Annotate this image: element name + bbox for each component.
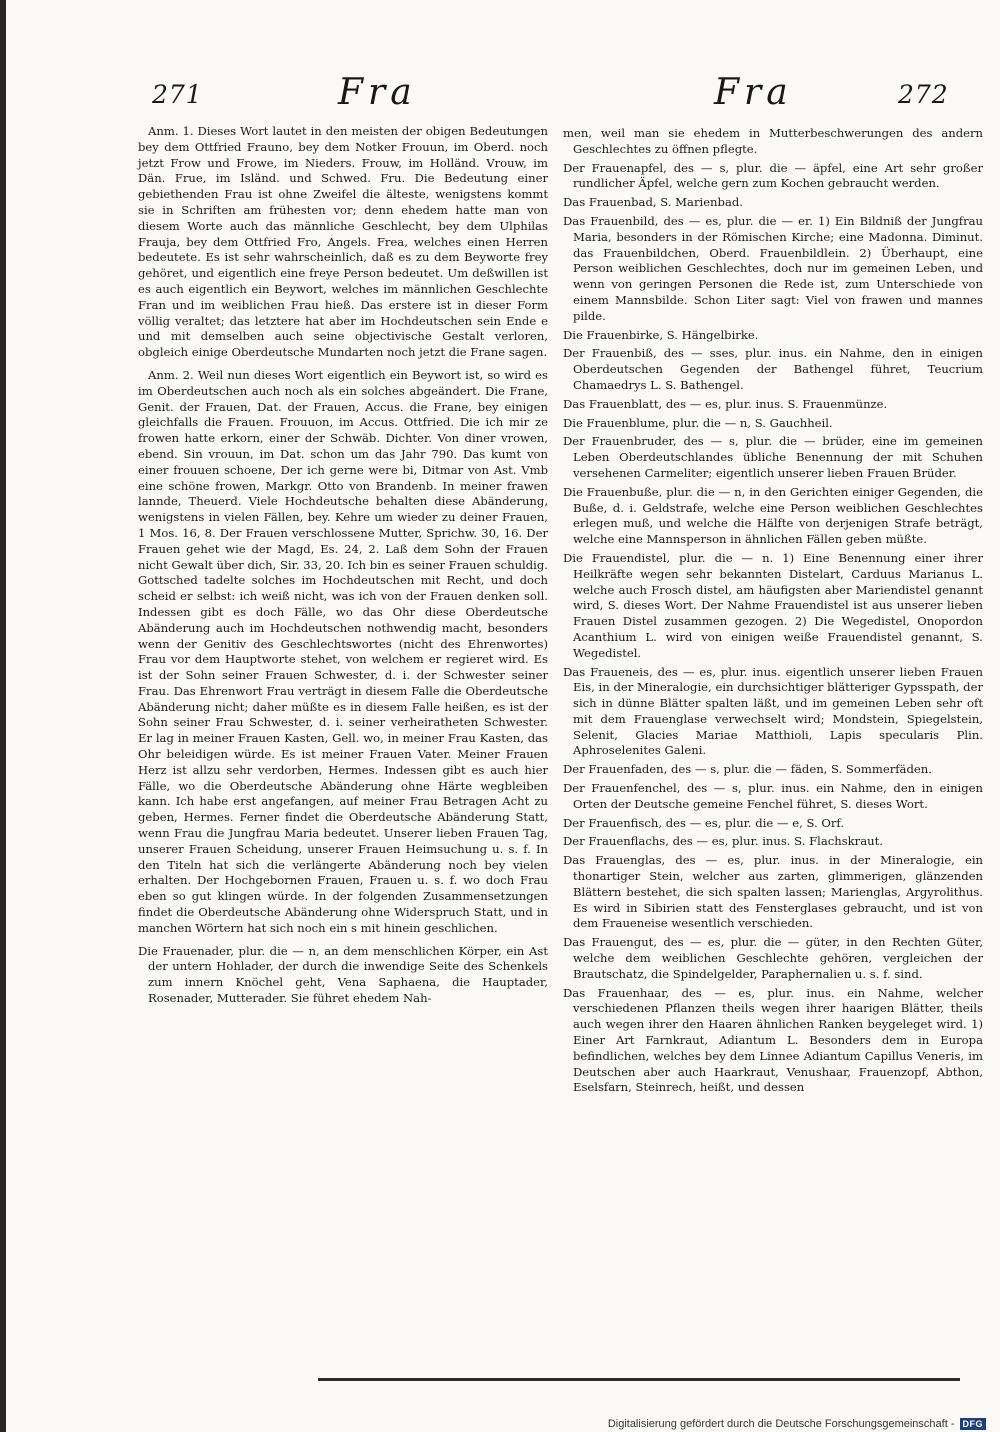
note-paragraph: Anm. 2. Weil nun dieses Wort eigentlich ein Beywort ist, so wird es im Oberdeutschen auch noch als ein solches abgeändert. Die Frane, Genit. der Frauen, Dat. der Frauen, Accus. die Frane, bey einigen gleichfalls die Frauen. Frouuon, im Accus. Ottfried. Die ich mir ze frowen hatte erkorn, einer der Schwäb. Dichter. Von diner vrowen, ebend. Sin vrouun, im Dat. schon um das Jahr 790. Das kumt von einer frouuen schoene, Der ich gerne were bi, Ditmar von Ast. Vmb eine schöne frowen, Markgr. Otto von Brandenb. In meiner frawen lannde, Theuerd. Viele Hochdeutsche behalten diese Abänderung, wenigstens in vielen Fällen, bey. Kehre um wieder zu deiner Frauen, 1 Mos. 16, 8. Der Frauen verschlossene Mutter, Sprichw. 30, 16. Der Frauen gehet wie der Magd, Es. 24, 2. Laß dem Sohn der Frauen nicht Gewalt über dich, Sir. 33, 20. Ich bin es seiner Frauen schuldig. Gottsched tadelte solches im Hochdeutschen mit Recht, und doch scheid er selbst: ich weiß nicht, was ich von der Frauen denken soll. Indessen gibt es doch Fälle, wo das Ohr diese Oberdeutsche Abänderung auch im Hochdeutschen nothwendig macht, besonders wenn der Genitiv des Geschlechtswortes (nicht des Ehrenwortes) Frau vor dem Hauptworte stehet, von welchem er regieret wird. Es ist der Sohn seiner Frauen Schwester, d. i. der Schwester seiner Frau. Das Ehrenwort Frau verträgt in diesem Falle die Oberdeutsche Abänderung nicht; daher müßte es in diesem Falle heißen, es ist der Sohn seiner Frau Schwester, d. i. seiner verheiratheten Schwester. Er lag in meiner Frauen Kasten, Gell. wo, in meiner Frau Kasten, das Ohr beleidigen würde. Es ist meiner Frauen Vater. Meiner Frauen Herz ist allzu sehr verdorben, Hermes. Indessen gibt es auch hier Fälle, wo die Oberdeutsche Abänderung ohne Härte wegbleiben kann. Ich habe erst angefangen, auf meiner Frau Betragen Acht zu geben, Hermes. Ferner findet die Oberdeutsche Abänderung Statt, wenn Frau die Jungfrau Maria bedeutet. Unserer lieben Frauen Tag, unserer Frauen Scheidung, unserer Frauen Heimsuchung u. s. f. In den Titeln hat sich die verlängerte Abänderung noch bey vielen erhalten. Der Hochgebornen Frauen, Frauen u. s. f. wo doch Frau eben so gut klingen würde. In der folgenden Zusammensetzungen findet die Oberdeutsche Abänderung ohne Widerspruch Statt, und in manchen Wörtern hat sich noch ein s mit hinein geschlichen. <box>138 367 548 935</box>
entry-continuation: men, weil man sie ehedem in Mutterbeschwerungen des andern Geschlechtes zu öffnen pflegte. <box>563 126 983 156</box>
dictionary-entry: Der Frauenfaden, des — s, plur. die — fäden, S. Sommerfäden. <box>563 762 932 777</box>
running-head-left: Fra <box>338 72 417 113</box>
dictionary-entry: Der Frauenfisch, des — es, plur. die — e, S. Orf. <box>563 815 845 830</box>
dictionary-entry: Der Frauenapfel, des — s, plur. die — äpfel, eine Art sehr großer rundlicher Äpfel, welche gern zum Kochen gebraucht werden. <box>563 160 983 191</box>
dictionary-entry: Das Frauenblatt, des — es, plur. inus. S. Frauenmünze. <box>563 396 888 411</box>
bottom-rule <box>318 1378 960 1381</box>
dictionary-entry: Die Frauendistel, plur. die — n. 1) Eine Benennung einer ihrer Heilkräfte wegen sehr bekannten Distelart, Carduus Marianus L. welche auch Frosch distel, am häufigsten aber Mariendistel genannt wird, S. dieses Wort. Der Nahme Frauendistel ist aus unserer lieben Frauen Distel zusammen gezogen. 2) Die Wegedistel, Onopordon Acanthium L. wird von einigen weiße Frauendistel genannt, S. Wegedistel. <box>563 550 983 660</box>
binding-edge <box>0 0 6 1432</box>
dictionary-entry: Das Frauengut, des — es, plur. die — güter, in den Rechten Güter, welche dem weiblichen Geschlechte gehören, vergleichen der Brautschatz, die Spindelgelder, Paraphernalien u. s. f. sind. <box>563 935 983 981</box>
dictionary-entry: Die Frauenblume, plur. die — n, S. Gauchheil. <box>563 415 833 430</box>
running-head-right: Fra <box>714 72 793 113</box>
digitization-footer <box>608 1416 986 1431</box>
dictionary-entry: Der Frauenbiß, des — sses, plur. inus. ein Nahme, den in einigen Oberdeutschen Gegenden der Bathengel führet, Teucrium Chamaedrys L. S. Bathengel. <box>563 346 983 392</box>
right-column <box>563 126 983 1099</box>
left-column <box>138 124 548 1010</box>
dfg-logo: DFG <box>960 1418 987 1430</box>
dictionary-entry: Das Frauenbad, S. Marienbad. <box>563 195 743 210</box>
page-number-right: 272 <box>898 80 949 109</box>
dictionary-entry: Die Frauenbirke, S. Hängelbirke. <box>563 327 759 342</box>
note-paragraph: Anm. 1. Dieses Wort lautet in den meisten der obigen Bedeutungen bey dem Ottfried Frauno, bey dem Notker Frouun, im Oberd. noch jetzt Frow und Frowe, im Nieders. Frouw, im Holländ. Vrouw, im Dän. Frue, im Isländ. und Schwed. Fru. Die Bedeutung einer gebiethenden Frau ist ohne Zweifel die älteste, wenigstens kommt sie in Schriften am frühesten vor; denn ehedem hatte man von diesem Worte auch das männliche Geschlecht, bey dem Ulphilas Frauja, bey dem Ottfried Fro, Angels. Frea, welches einen Herren bedeutete. Es ist sehr wahrscheinlich, daß es zu dem Beyworte frey gehöret, und eigentlich eine freye Person bedeutet. Um deßwillen ist es auch eigentlich ein Beywort, welches im männlichen Geschlechte Fran und im weiblichen Frau hieß. Das erstere ist in dieser Form völlig veraltet; das letztere hat aber im Hochdeutschen sein Ende e und mit demselben auch seine objectivische Gestalt verloren, obgleich einige Oberdeutsche Mundarten noch jetzt die Frane sagen. <box>138 124 548 360</box>
dictionary-entry: Der Frauenbruder, des — s, plur. die — brüder, eine im gemeinen Leben Oberdeutschlandes übliche Benennung der mit Schuhen versehenen Carmeliter; eigentlich unserer lieben Frauen Brüder. <box>563 434 983 480</box>
dictionary-entry: Der Frauenflachs, des — es, plur. inus. S. Flachskraut. <box>563 834 883 849</box>
dictionary-entry: Der Frauenfenchel, des — s, plur. inus. ein Nahme, den in einigen Orten der Deutsche gemeine Fenchel führet, S. dieses Wort. <box>563 781 983 811</box>
dictionary-entry: Die Frauenbuße, plur. die — n, in den Gerichten einiger Gegenden, die Buße, d. i. Geldstrafe, welche eine Person weiblichen Geschlechtes erlegen muß, und welche die Hälfte von derjenigen Strafe beträgt, welche eine Mannsperson in ähnlichen Fällen geben müßte. <box>563 484 983 547</box>
dictionary-entry: Das Frauenbild, des — es, plur. die — er. 1) Ein Bildniß der Jungfrau Maria, besonders in der Römischen Kirche; eine Madonna. Diminut. das Frauenbildchen, Oberd. Frauenbildlein. 2) Überhaupt, eine Person weiblichen Geschlechtes, doch nur im gemeinen Leben, und wenn von geringen Personen die Rede ist, zum Unterschiede von einem Mannsbilde. Schon Liter sagt: Viel von frawen und mannes pilde. <box>563 213 983 323</box>
dictionary-entry: Das Frauenhaar, des — es, plur. inus. ein Nahme, welcher verschiedenen Pflanzen theils wegen ihrer haarigen Blätter, theils auch wegen ihrer den Haaren ähnlichen Ranken beygeleget wird. 1) Einer Art Farnkraut, Adiantum L. Besonders dem in Europa befindlichen, welches bey dem Linnee Adiantum Capillus Veneris, im Deutschen aber auch Haarkraut, Venushaar, Frauenzopf, Abthon, Eselsfarn, Steinrech, heißt, und dessen <box>563 985 983 1095</box>
dictionary-entry: Die Frauenader, plur. die — n, an dem menschlichen Körper, ein Ast der untern Hohlader, der durch die inwendige Seite des Schenkels zum innern Knöchel geht, Vena Saphaena, die Hauptader, Rosenader, Mutterader. Sie führet ehedem Nah- <box>138 943 548 1006</box>
dictionary-entry: Das Frauenglas, des — es, plur. inus. in der Mineralogie, ein thonartiger Stein, welcher aus zarten, glimmerigen, glänzenden Blättern bestehet, die sich spalten lassen; Marienglas, Argyrolithus. Es wird in Sibirien statt des Fensterglases gebraucht, und ist von dem Fraueneise wesentlich verschieden. <box>563 853 983 931</box>
page-number-left: 271 <box>152 80 203 109</box>
footer-credit-text: Digitalisierung gefördert durch die Deutsche Forschungsgemeinschaft - <box>607 1417 955 1430</box>
dictionary-entry: Das Fraueneis, des — es, plur. inus. eigentlich unserer lieben Frauen Eis, in der Mineralogie, ein durchsichtiger blätteriger Gypsspath, der sich in dünne Blätter spalten läßt, und im gemeinen Leben sehr oft mit dem Frauenglase verwechselt wird; Mondstein, Spiegelstein, Selenit, Glacies Mariae Matthioli, Lapis specularis Plin. Aphroselenites Galeni. <box>563 664 983 758</box>
